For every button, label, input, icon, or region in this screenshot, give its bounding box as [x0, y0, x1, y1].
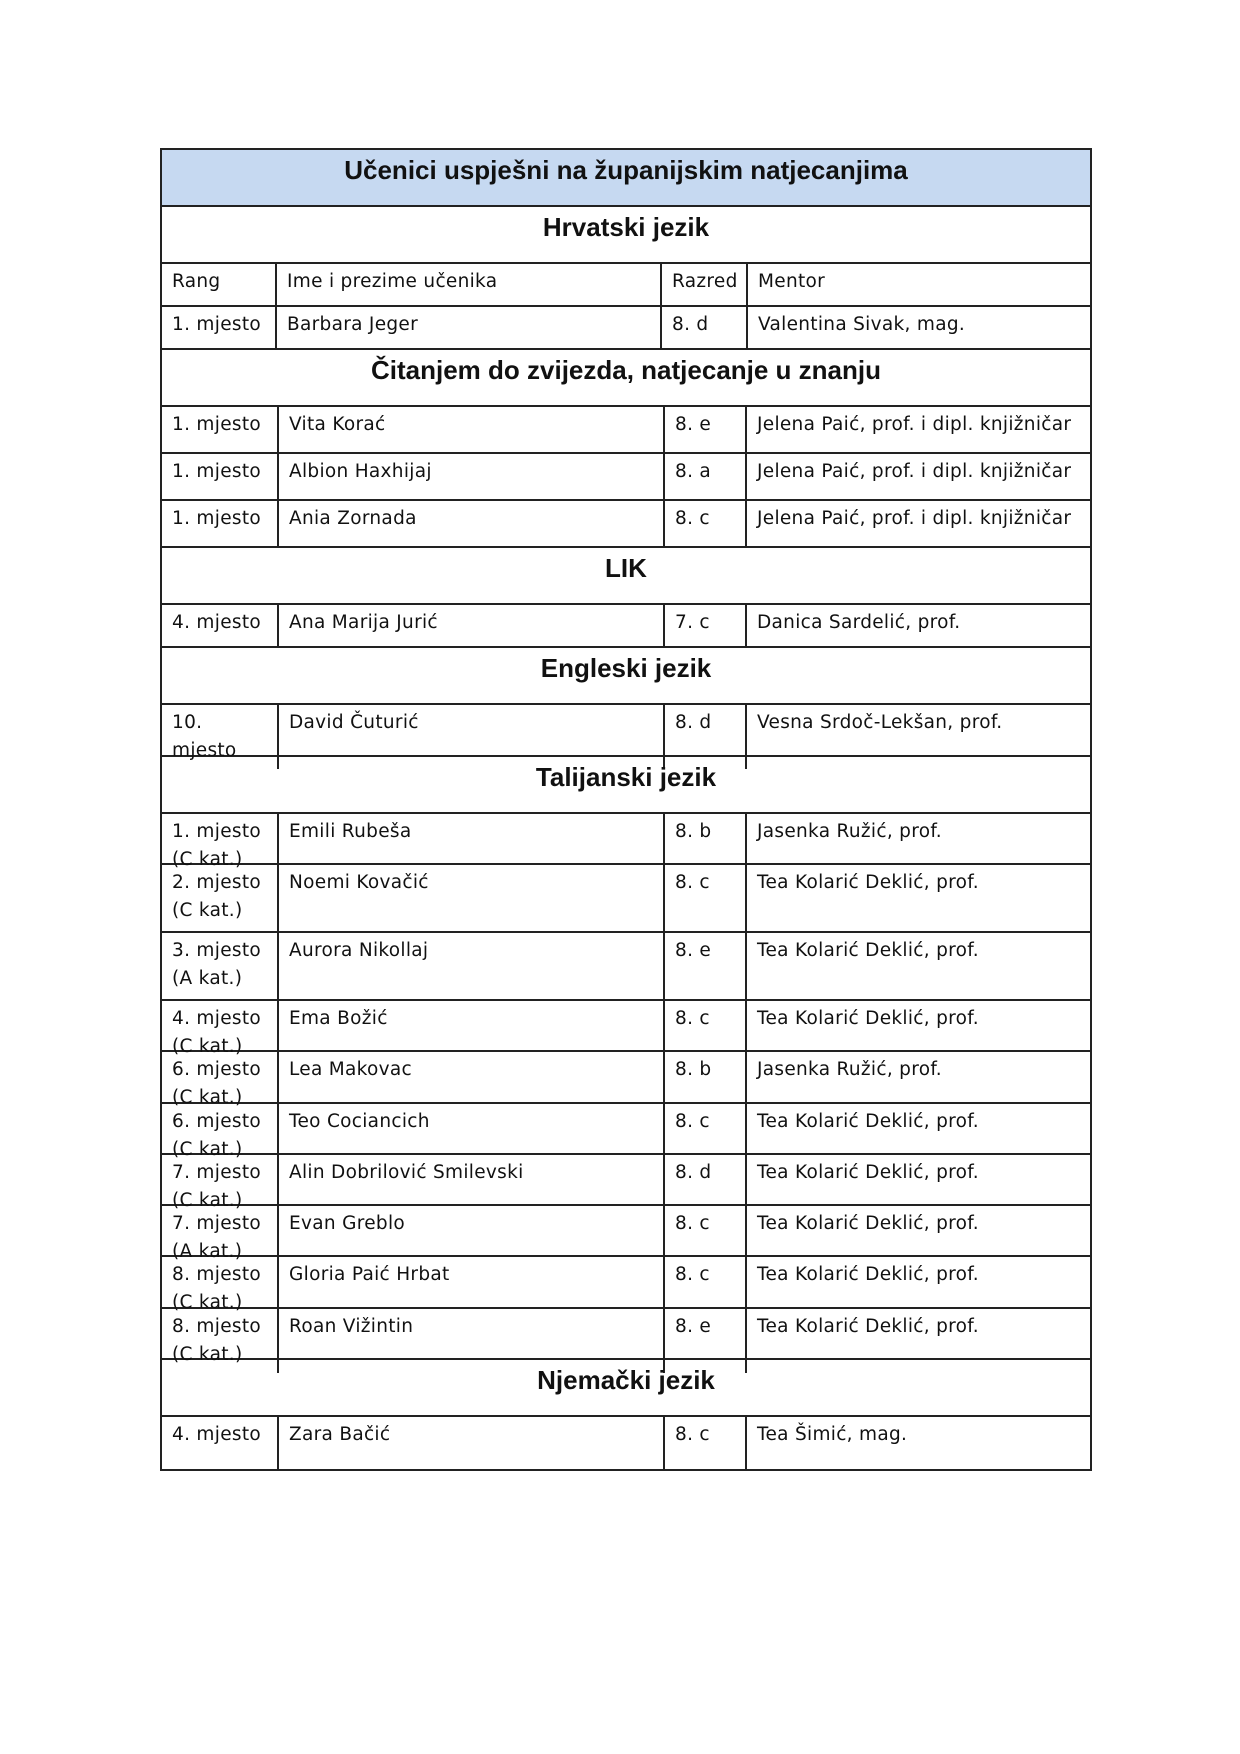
- cell-ime: Albion Haxhijaj: [279, 454, 665, 499]
- cell-mentor: Tea Kolarić Deklić, prof.: [757, 940, 979, 961]
- table-row: [162, 1052, 1090, 1108]
- cell-mentor: Tea Kolarić Deklić, prof.: [757, 1008, 979, 1029]
- cell-razred: 8. d: [665, 1155, 747, 1219]
- cell-rang: 1. mjesto: [162, 407, 279, 452]
- cell-rang: 10. mjesto: [162, 705, 279, 769]
- cell-rang: 8. mjesto (C kat.): [162, 1309, 279, 1373]
- table-row: [162, 1206, 1090, 1262]
- cell-rang: 8. mjesto (C kat.): [162, 1257, 279, 1321]
- cell-mentor: Vesna Srdoč-Lekšan, prof.: [757, 712, 1003, 733]
- cell-ime: Teo Cociancich: [279, 1104, 665, 1168]
- cell-razred: 8. c: [665, 1104, 747, 1168]
- cell-mentor: Tea Kolarić Deklić, prof.: [757, 1316, 979, 1337]
- cell-rang: 7. mjesto (A kat.): [162, 1206, 279, 1270]
- cell-razred: 8. c: [665, 1417, 747, 1469]
- cell-ime: Ana Marija Jurić: [279, 605, 665, 646]
- cell-ime: Ania Zornada: [279, 501, 665, 546]
- table-row: [162, 605, 1090, 648]
- results-table: [160, 148, 1092, 1471]
- cell-razred: Razred: [662, 264, 748, 305]
- table-row: [162, 1417, 1090, 1469]
- cell-rang: 4. mjesto (C kat.): [162, 1001, 279, 1065]
- section-heading: Njemački jezik: [162, 1360, 1090, 1417]
- cell-ime: Lea Makovac: [279, 1052, 665, 1116]
- section-heading: Talijanski jezik: [162, 757, 1090, 814]
- cell-razred: 8. b: [665, 1052, 747, 1116]
- table-row: [162, 1155, 1090, 1211]
- table-row: [162, 454, 1090, 501]
- cell-rang: 4. mjesto: [162, 1417, 279, 1469]
- cell-razred: 8. d: [662, 307, 748, 348]
- cell-razred: 8. e: [665, 407, 747, 452]
- section-heading: LIK: [162, 548, 1090, 605]
- cell-razred: 8. c: [665, 865, 747, 931]
- cell-mentor: Tea Šimić, mag.: [757, 1424, 908, 1445]
- cell-razred: 8. a: [665, 454, 747, 499]
- cell-ime: Zara Bačić: [279, 1417, 665, 1469]
- table-row: [162, 1309, 1090, 1365]
- cell-mentor: Tea Kolarić Deklić, prof.: [757, 872, 979, 893]
- cell-rang: 4. mjesto: [162, 605, 279, 646]
- cell-mentor: Tea Kolarić Deklić, prof.: [757, 1162, 979, 1183]
- table-row: [162, 407, 1090, 454]
- cell-mentor: Jasenka Ružić, prof.: [757, 821, 942, 842]
- cell-ime: Ema Božić: [279, 1001, 665, 1065]
- cell-ime: Vita Korać: [279, 407, 665, 452]
- cell-rang: 3. mjesto (A kat.): [162, 933, 279, 999]
- cell-ime: Barbara Jeger: [277, 307, 662, 348]
- cell-ime: Alin Dobrilović Smilevski: [279, 1155, 665, 1219]
- cell-rang: 7. mjesto (C kat.): [162, 1155, 279, 1219]
- cell-razred: 7. c: [665, 605, 747, 646]
- cell-mentor: Tea Kolarić Deklić, prof.: [757, 1264, 979, 1285]
- cell-mentor: Tea Kolarić Deklić, prof.: [757, 1213, 979, 1234]
- cell-rang: 1. mjesto: [162, 454, 279, 499]
- cell-mentor: Jelena Paić, prof. i dipl. knjižničar: [757, 414, 1072, 435]
- cell-ime: Roan Vižintin: [279, 1309, 665, 1373]
- table-row: [162, 307, 1090, 350]
- cell-ime: Ime i prezime učenika: [277, 264, 662, 305]
- table-row: [162, 1104, 1090, 1160]
- cell-rang: 6. mjesto (C kat.): [162, 1104, 279, 1168]
- cell-mentor: Danica Sardelić, prof.: [757, 612, 961, 633]
- cell-mentor: Jasenka Ružić, prof.: [757, 1059, 942, 1080]
- document-title: Učenici uspješni na županijskim natjecanjima: [162, 150, 1090, 207]
- cell-mentor: Valentina Sivak, mag.: [758, 314, 966, 335]
- cell-rang: 1. mjesto: [162, 307, 277, 348]
- cell-ime: Evan Greblo: [279, 1206, 665, 1270]
- sections: [162, 207, 1090, 1469]
- cell-rang: 1. mjesto: [162, 501, 279, 546]
- cell-ime: Emili Rubeša: [279, 814, 665, 878]
- cell-razred: 8. b: [665, 814, 747, 878]
- table-row: [162, 501, 1090, 548]
- section-heading: Čitanjem do zvijezda, natjecanje u znanju: [162, 350, 1090, 407]
- cell-rang: 2. mjesto (C kat.): [162, 865, 279, 931]
- cell-razred: 8. e: [665, 1309, 747, 1373]
- cell-ime: David Čuturić: [279, 705, 665, 769]
- cell-razred: 8. c: [665, 1257, 747, 1321]
- cell-rang: 6. mjesto (C kat.): [162, 1052, 279, 1116]
- cell-ime: Gloria Paić Hrbat: [279, 1257, 665, 1321]
- cell-ime: Noemi Kovačić: [279, 865, 665, 931]
- cell-mentor: Jelena Paić, prof. i dipl. knjižničar: [757, 508, 1072, 529]
- table-row: [162, 865, 1090, 933]
- table-row: [162, 1257, 1090, 1313]
- cell-rang: Rang: [162, 264, 277, 305]
- section-heading: Engleski jezik: [162, 648, 1090, 705]
- cell-razred: 8. c: [665, 1206, 747, 1270]
- cell-razred: 8. c: [665, 501, 747, 546]
- cell-rang: 1. mjesto (C kat.): [162, 814, 279, 878]
- cell-razred: 8. e: [665, 933, 747, 999]
- cell-mentor: Mentor: [758, 271, 826, 292]
- section-heading: Hrvatski jezik: [162, 207, 1090, 264]
- table-row: [162, 814, 1090, 870]
- cell-ime: Aurora Nikollaj: [279, 933, 665, 999]
- table-header-row: [162, 264, 1090, 307]
- cell-mentor: Tea Kolarić Deklić, prof.: [757, 1111, 979, 1132]
- table-row: [162, 1001, 1090, 1057]
- cell-razred: 8. d: [665, 705, 747, 769]
- cell-mentor: Jelena Paić, prof. i dipl. knjižničar: [757, 461, 1072, 482]
- table-row: [162, 933, 1090, 1001]
- table-row: [162, 705, 1090, 761]
- cell-razred: 8. c: [665, 1001, 747, 1065]
